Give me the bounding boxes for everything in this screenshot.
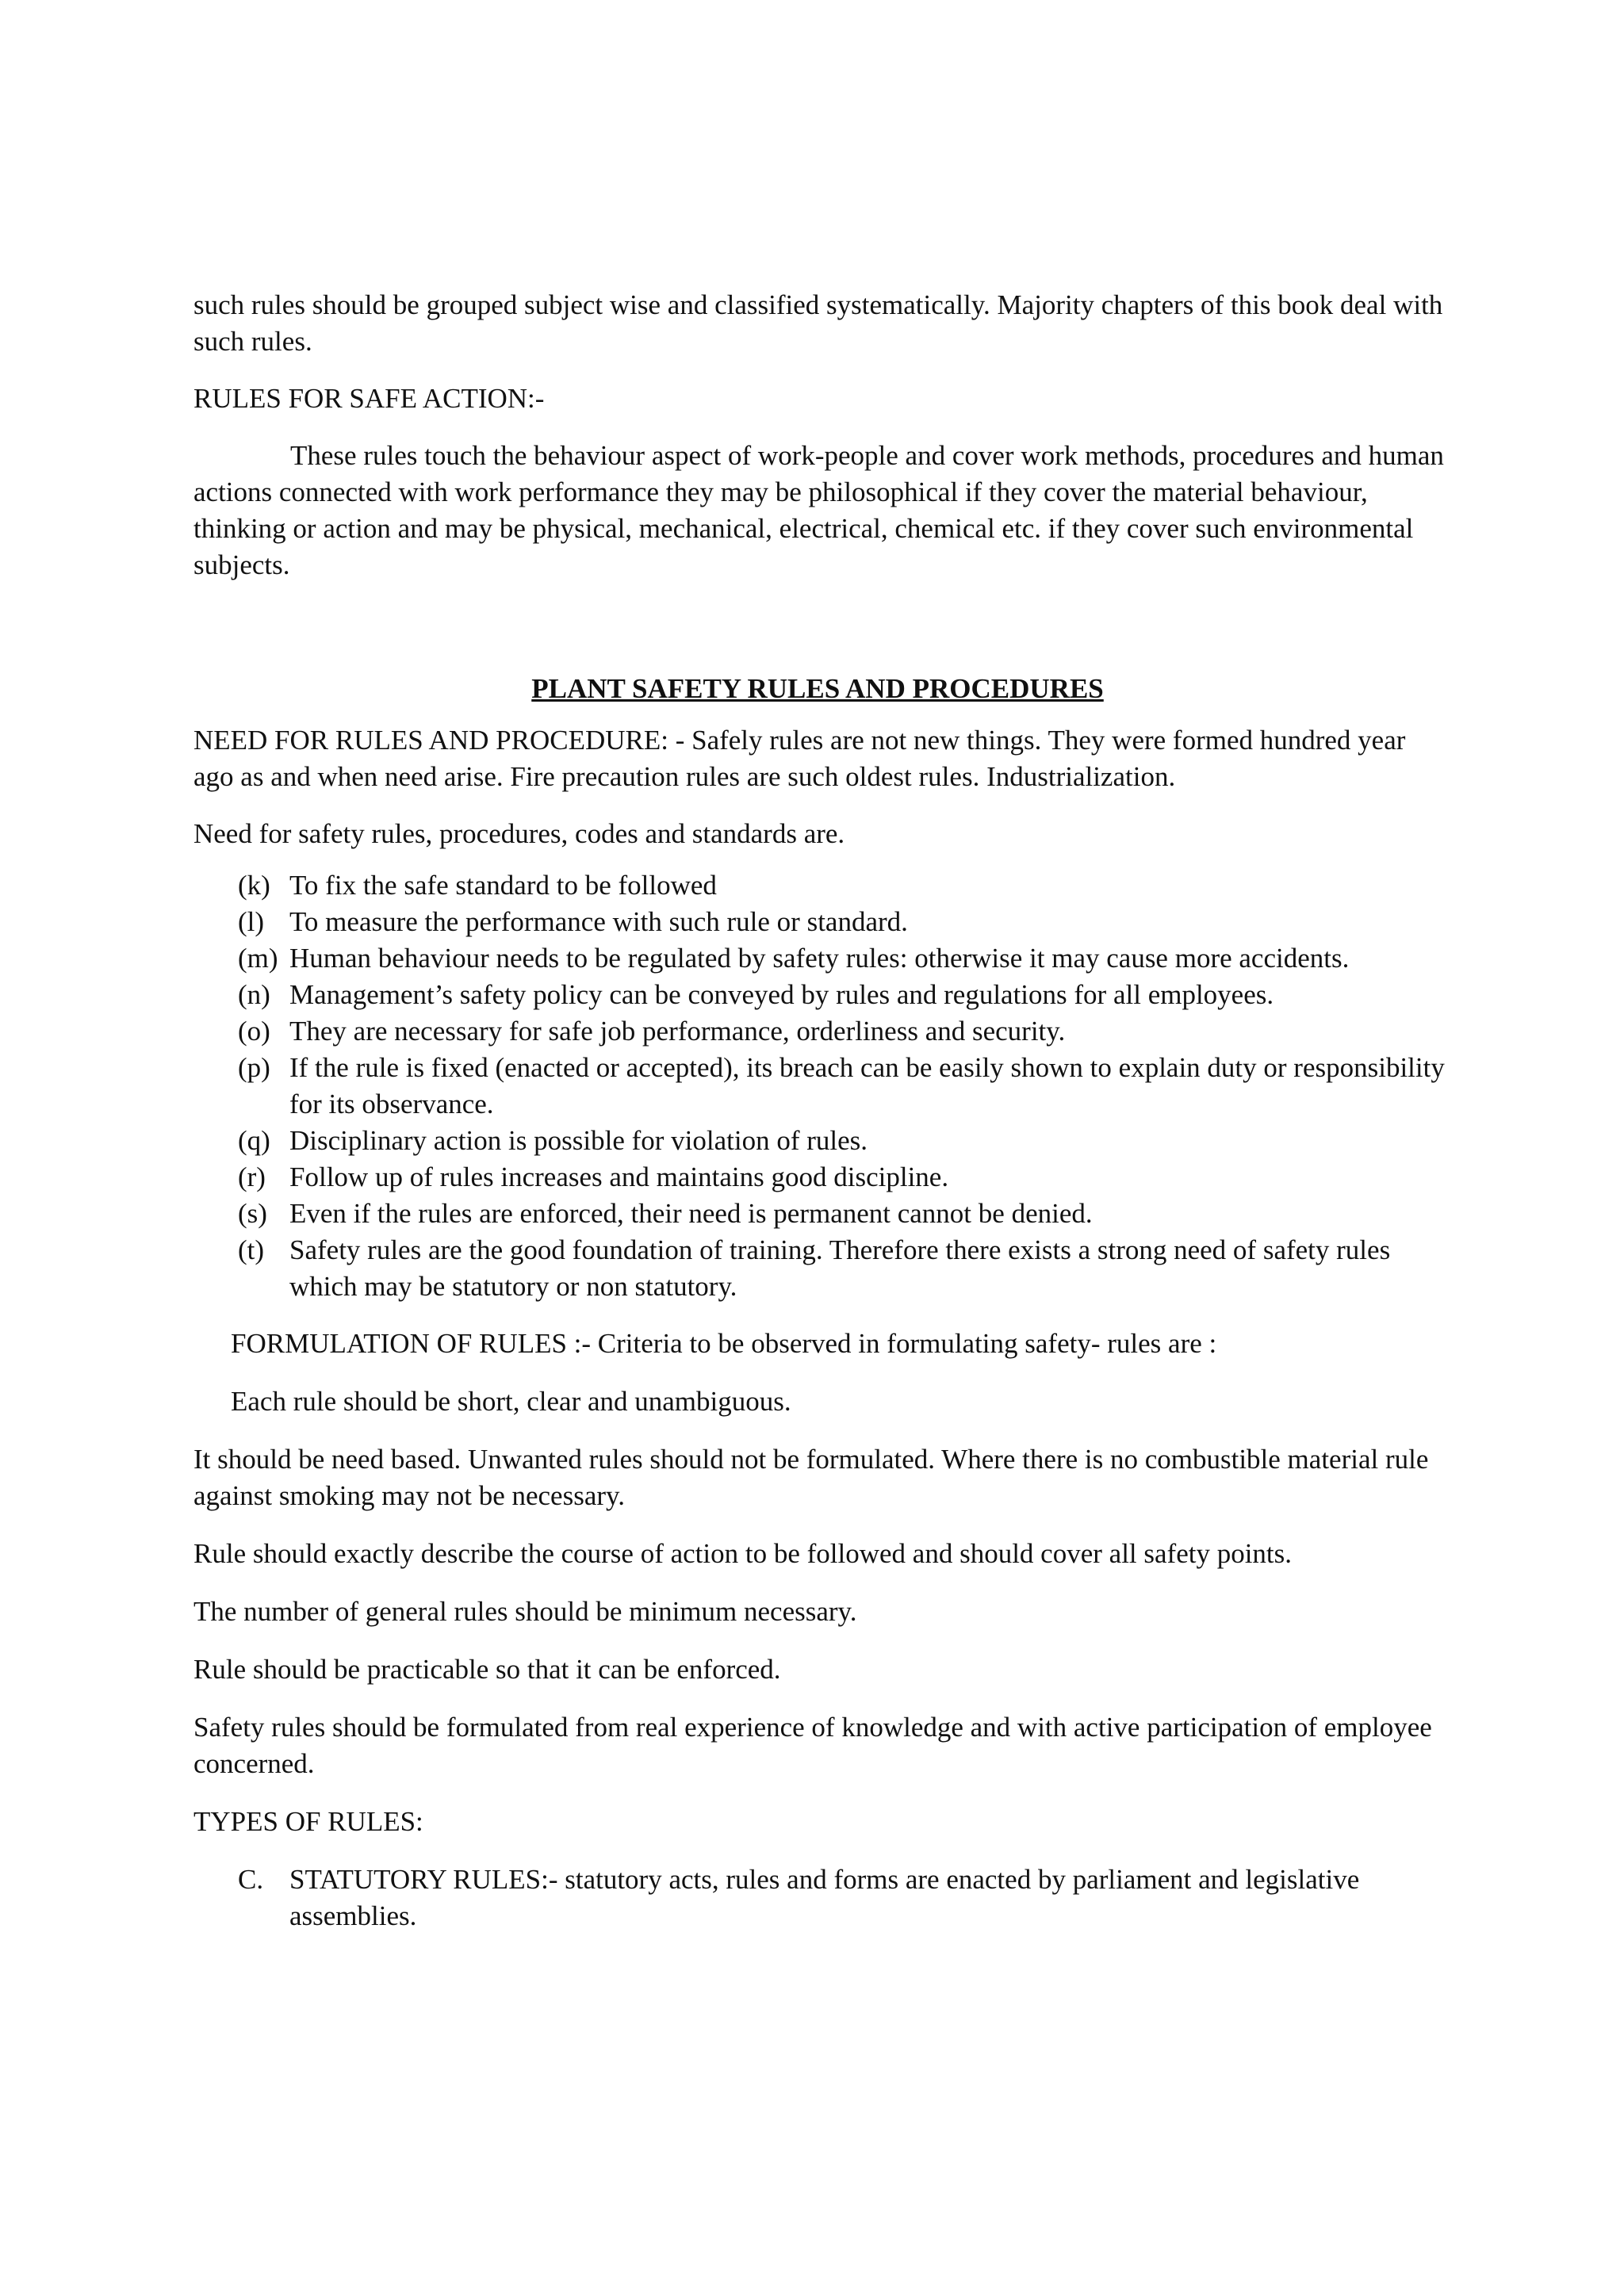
list-marker: (t) (238, 1234, 265, 1265)
list-marker: (l) (238, 906, 265, 937)
list-marker: (p) (238, 1052, 270, 1083)
list-item (193, 940, 1450, 977)
need-paragraph: NEED FOR RULES AND PROCEDURE: - Safely rules are not new things. They were formed hundred year ago as and when need arise. Fire precaution rules are such oldest rules. Industrialization. (193, 725, 1406, 792)
list-marker: (o) (238, 1016, 270, 1047)
criteria-paragraph: The number of general rules should be minimum necessary. (193, 1596, 857, 1627)
list-item-text: To fix the safe standard to be followed (289, 870, 717, 901)
list-item (193, 977, 1450, 1013)
list-item-text: Safety rules are the good foundation of training. Therefore there exists a strong need of safety rules which may be statutory or non statutory. (289, 1234, 1391, 1302)
safe-action-paragraph: These rules touch the behaviour aspect of work-people and cover work methods, procedures and human actions connected with work performance they may be philosophical if they cover the material behaviour, thinking or action and may be physical, mechanical, electrical, chemical etc. if they cover such environmental subjects. (193, 440, 1444, 580)
intro-continuation-paragraph: such rules should be grouped subject wise and classified systematically. Majority chapters of this book deal with such rules. (193, 289, 1443, 357)
list-item-text: STATUTORY RULES:- statutory acts, rules and forms are enacted by parliament and legislative assemblies. (289, 1864, 1360, 1931)
types-list (193, 1862, 1450, 1934)
list-item (193, 1232, 1450, 1305)
list-marker: (q) (238, 1125, 270, 1156)
list-marker: (s) (238, 1198, 267, 1229)
need-list-intro: Need for safety rules, procedures, codes and standards are. (193, 818, 845, 849)
list-item (193, 904, 1450, 940)
section-title: PLANT SAFETY RULES AND PROCEDURES (531, 673, 1104, 704)
list-item (193, 1050, 1450, 1123)
list-marker: C. (238, 1864, 264, 1895)
need-list (193, 867, 1450, 1305)
list-marker: (r) (238, 1161, 266, 1192)
list-item-text: Even if the rules are enforced, their need is permanent cannot be denied. (289, 1198, 1093, 1229)
list-marker: (m) (238, 943, 278, 974)
criteria-paragraph: Safety rules should be formulated from real experience of knowledge and with active participation of employee concerned. (193, 1712, 1432, 1779)
list-item (193, 867, 1450, 904)
formulation-heading: FORMULATION OF RULES :- Criteria to be observed in formulating safety- rules are : (231, 1328, 1217, 1359)
criteria-paragraph: Each rule should be short, clear and unambiguous. (231, 1386, 791, 1417)
list-item (193, 1196, 1450, 1232)
list-item-text: Disciplinary action is possible for violation of rules. (289, 1125, 868, 1156)
list-item-text: They are necessary for safe job performance, orderliness and security. (289, 1016, 1066, 1047)
criteria-paragraph: Rule should exactly describe the course of action to be followed and should cover all safety points. (193, 1538, 1293, 1569)
list-item (193, 1159, 1450, 1196)
list-item-text: Follow up of rules increases and maintains good discipline. (289, 1161, 949, 1192)
list-item (193, 1013, 1450, 1050)
list-item-text: To measure the performance with such rule or standard. (289, 906, 908, 937)
types-heading: TYPES OF RULES: (193, 1806, 423, 1837)
criteria-paragraph: It should be need based. Unwanted rules should not be formulated. Where there is no combustible material rule against smoking may not be necessary. (193, 1444, 1429, 1511)
list-item-text: If the rule is fixed (enacted or accepted), its breach can be easily shown to explain duty or responsibility for its observance. (289, 1052, 1445, 1119)
list-item (193, 1123, 1450, 1159)
list-item-text: Human behaviour needs to be regulated by safety rules: otherwise it may cause more accidents. (289, 943, 1350, 974)
list-item-text: Management’s safety policy can be conveyed by rules and regulations for all employees. (289, 979, 1274, 1010)
criteria-paragraph: Rule should be practicable so that it can be enforced. (193, 1654, 781, 1685)
list-marker: (n) (238, 979, 270, 1010)
list-marker: (k) (238, 870, 270, 901)
list-item (193, 1862, 1450, 1934)
safe-action-heading: RULES FOR SAFE ACTION:- (193, 383, 545, 414)
